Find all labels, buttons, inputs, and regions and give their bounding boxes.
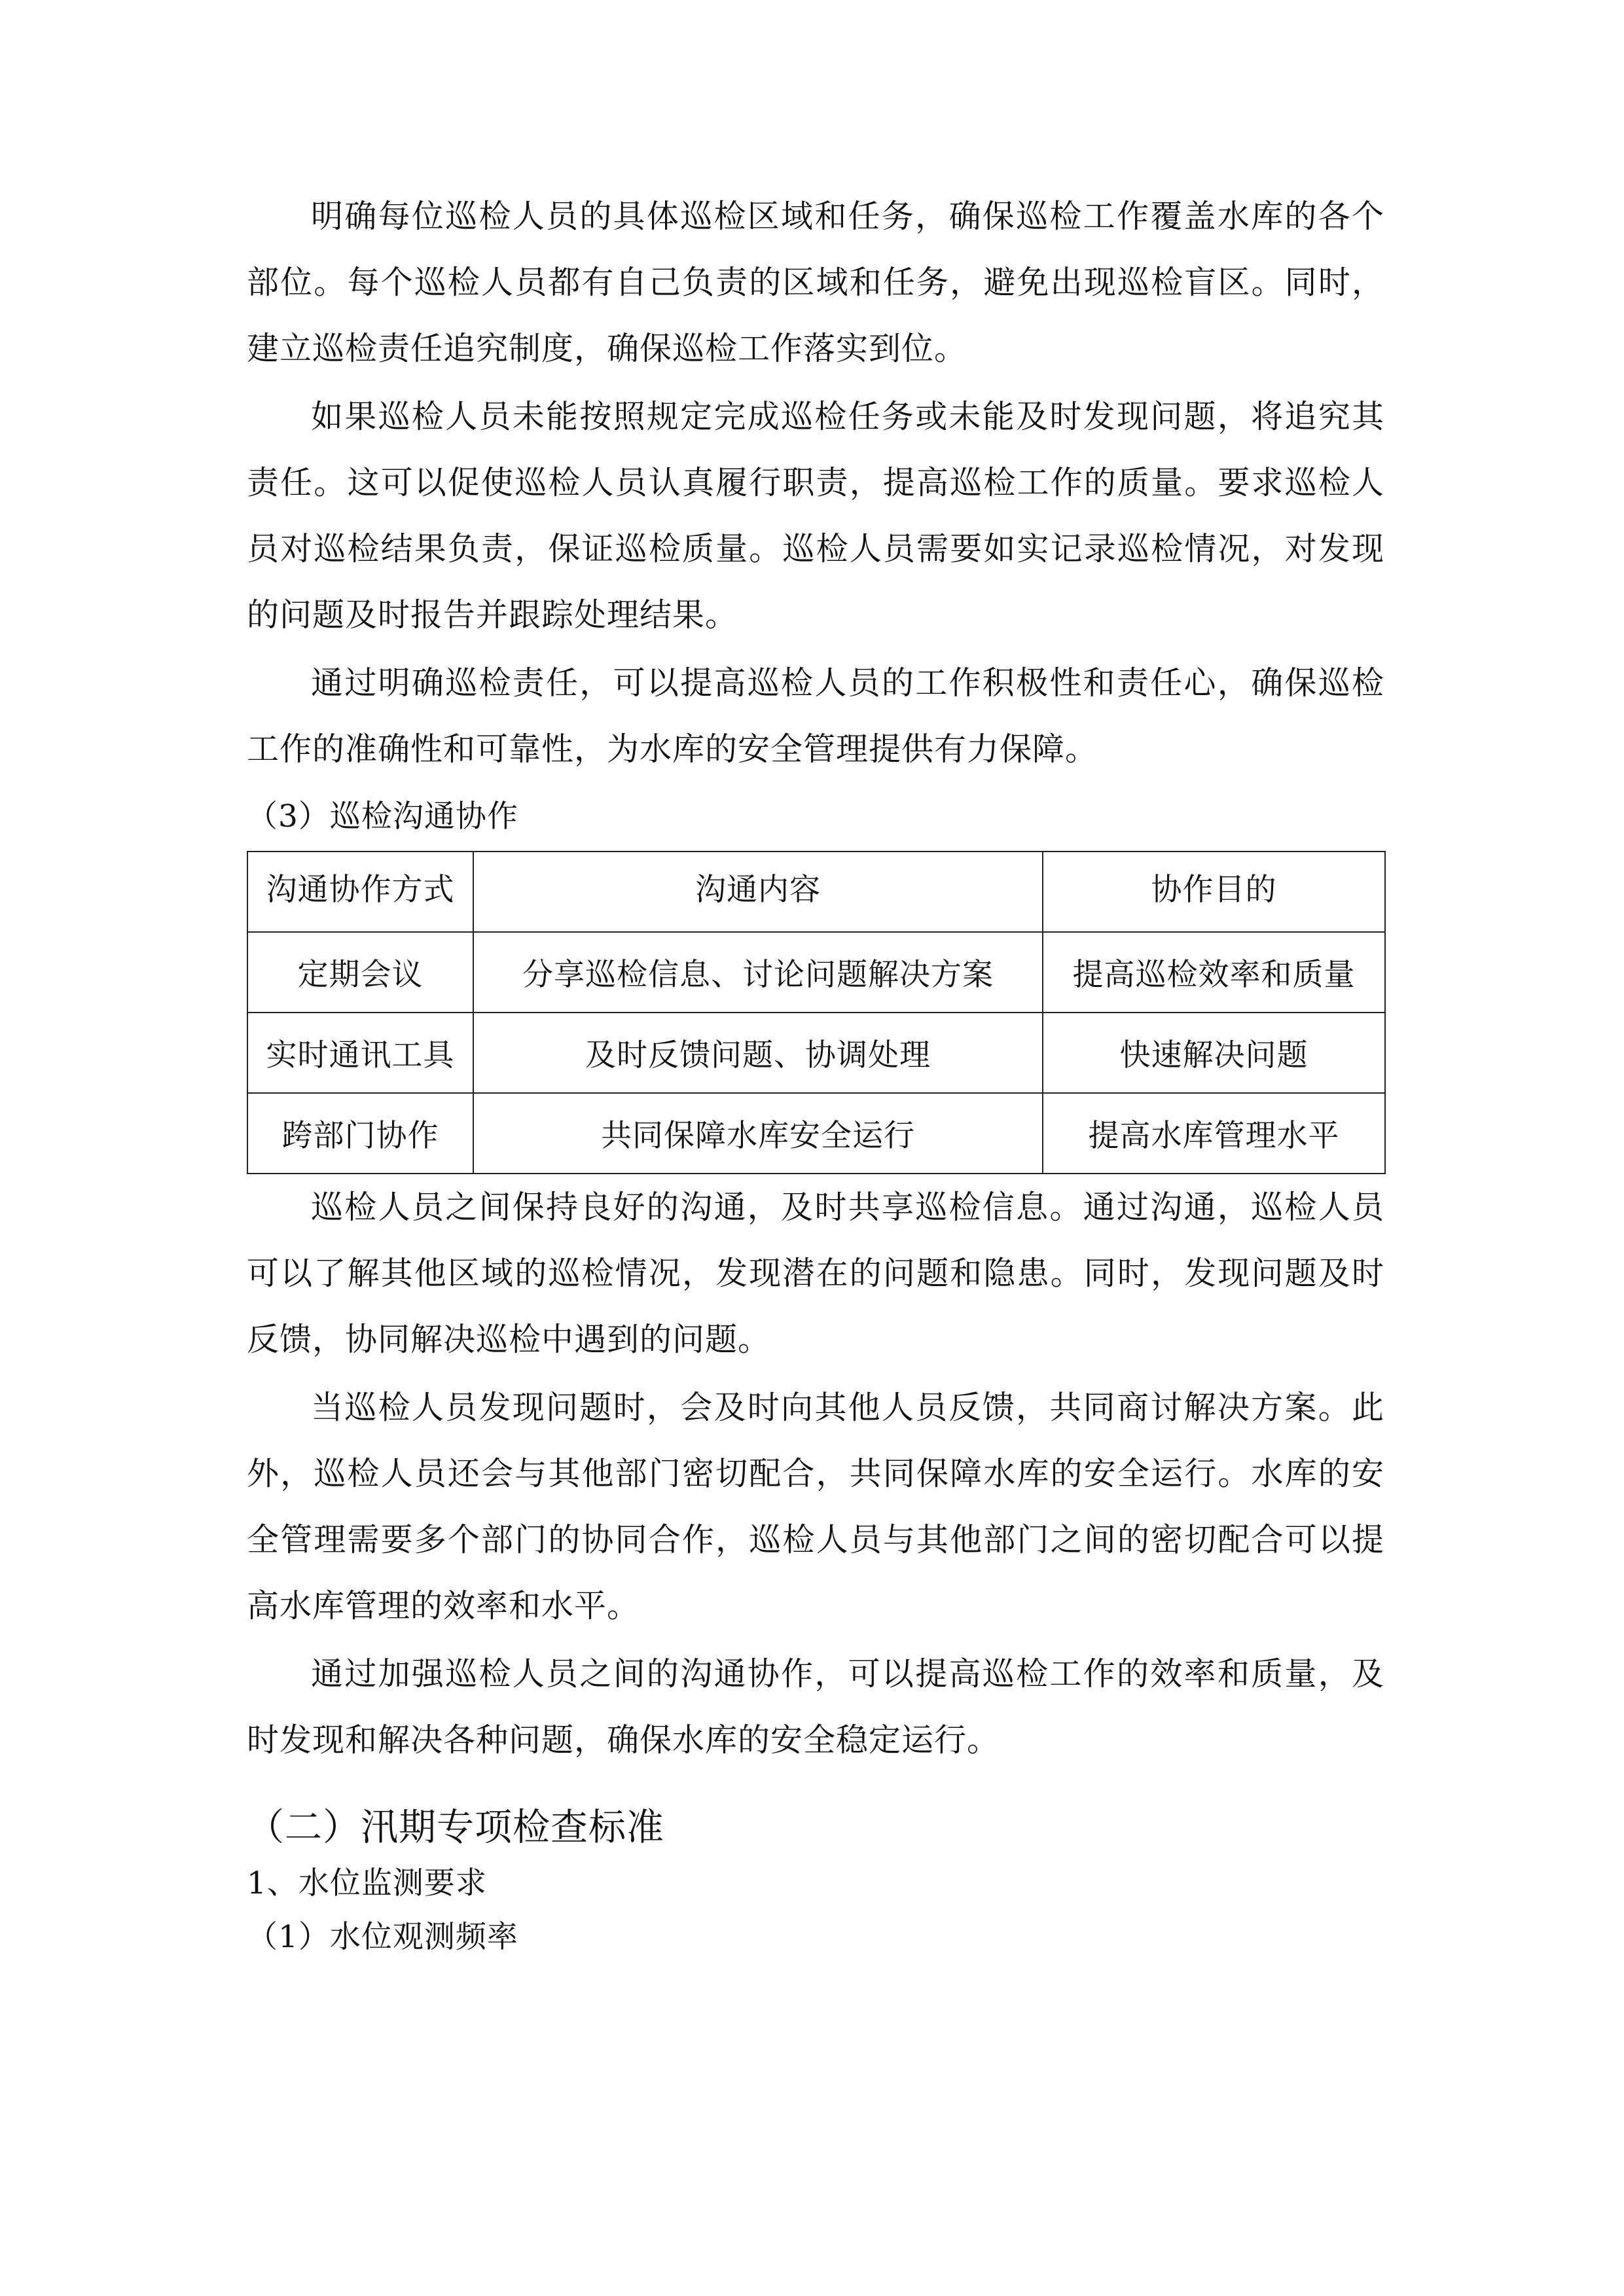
body-paragraph: 巡检人员之间保持良好的沟通，及时共享巡检信息。通过沟通，巡检人员可以了解其他区域的巡检情况，发现潜在的问题和隐患。同时，发现问题及时反馈，协同解决巡检中遇到的问题。 [247, 1189, 1384, 1358]
table-cell: 及时反馈问题、协调处理 [473, 1013, 1043, 1093]
table-cell: 快速解决问题 [1043, 1013, 1385, 1093]
table-cell: 提高巡检效率和质量 [1043, 932, 1385, 1013]
table-header-cell: 沟通内容 [473, 852, 1043, 932]
body-paragraph: 通过明确巡检责任，可以提高巡检人员的工作积极性和责任心，确保巡检工作的准确性和可靠性，为水库的安全管理提供有力保障。 [247, 664, 1384, 768]
table-row [247, 1093, 1385, 1174]
table-header-row [247, 852, 1385, 932]
body-paragraph: 通过加强巡检人员之间的沟通协作，可以提高巡检工作的效率和质量，及时发现和解决各种问题，确保水库的安全稳定运行。 [247, 1655, 1384, 1759]
table-cell: 提高水库管理水平 [1043, 1093, 1385, 1174]
table-row [247, 1013, 1385, 1093]
table-cell: 定期会议 [247, 932, 473, 1013]
table-header-cell: 沟通协作方式 [247, 852, 473, 932]
subsection-title: （3）巡检沟通协作 [247, 798, 518, 834]
table-cell: 分享巡检信息、讨论问题解决方案 [473, 932, 1043, 1013]
table-cell: 跨部门协作 [247, 1093, 473, 1174]
table-row [247, 932, 1385, 1013]
sub-heading: （1）水位观测频率 [247, 1919, 518, 1955]
communication-table [247, 851, 1386, 1174]
section-title: （二）汛期专项检查标准 [247, 1806, 664, 1849]
sub-heading: 1、水位监测要求 [247, 1865, 487, 1901]
page-content [247, 183, 1384, 1964]
table-header-cell: 协作目的 [1043, 852, 1385, 932]
table-cell: 实时通讯工具 [247, 1013, 473, 1093]
body-paragraph: 当巡检人员发现问题时，会及时向其他人员反馈，共同商讨解决方案。此外，巡检人员还会与其他部门密切配合，共同保障水库的安全运行。水库的安全管理需要多个部门的协同合作，巡检人员与其他部门之间的密切配合可以提高水库管理的效率和水平。 [247, 1389, 1384, 1624]
body-paragraph: 如果巡检人员未能按照规定完成巡检任务或未能及时发现问题，将追究其责任。这可以促使巡检人员认真履行职责，提高巡检工作的质量。要求巡检人员对巡检结果负责，保证巡检质量。巡检人员需要如实记录巡检情况，对发现的问题及时报告并跟踪处理结果。 [247, 398, 1384, 634]
body-paragraph: 明确每位巡检人员的具体巡检区域和任务，确保巡检工作覆盖水库的各个部位。每个巡检人员都有自己负责的区域和任务，避免出现巡检盲区。同时，建立巡检责任追究制度，确保巡检工作落实到位。 [247, 198, 1384, 367]
table-cell: 共同保障水库安全运行 [473, 1093, 1043, 1174]
